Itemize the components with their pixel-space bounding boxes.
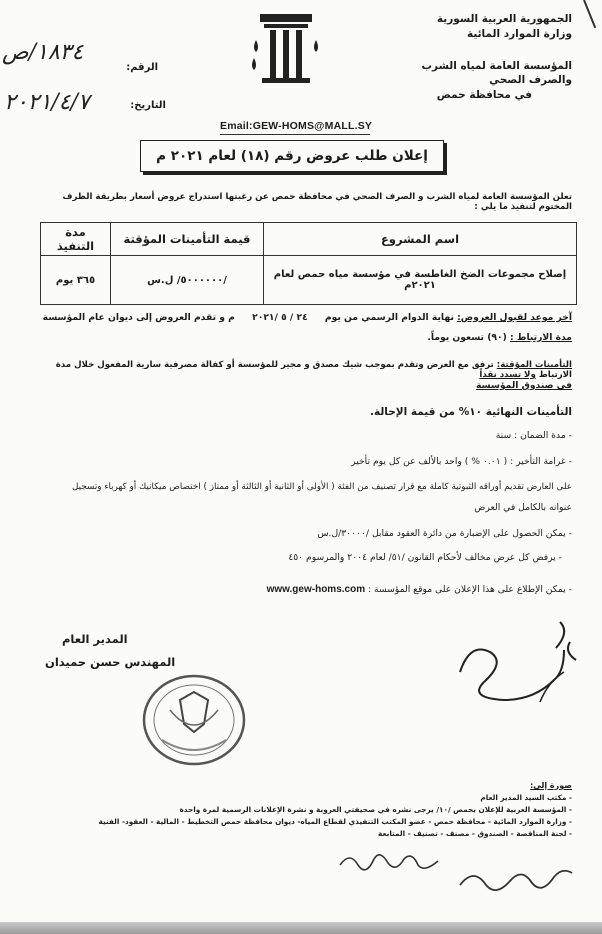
website-text: - يمكن الإطلاع على هذا الإعلان على موقع المؤسسة : xyxy=(368,584,572,595)
scan-bottom-edge xyxy=(0,922,602,934)
table-row xyxy=(41,256,577,305)
validity-text: (٩٠) تسعون يوماً. xyxy=(427,332,507,343)
number-value: ١٨٣٤/ص xyxy=(2,40,84,65)
table-header-row xyxy=(41,223,577,256)
signature-title: المدير العام xyxy=(62,632,128,646)
penalty-line: - غرامة التأخير : ( ٠.٠١ % ) واحد بالألف عن كل يوم تأخير xyxy=(22,456,572,467)
deadline-suffix: م و تقدم العروض إلى ديوان عام المؤسسة xyxy=(42,312,235,323)
header-duration: مدة التنفيذ xyxy=(41,223,111,256)
dossier-line: - يمكن الحصول على الإضبارة من دائرة العقود مقابل /٣٠٠٠٠/ل.س xyxy=(22,528,572,539)
warranty-line: - مدة الضمان : سنة xyxy=(22,430,572,441)
deadline-label: آخر موعد لقبول العروض: xyxy=(457,312,572,323)
deadline-line xyxy=(22,312,572,323)
date-value: ٢٠٢١/٤/٧ xyxy=(4,90,90,115)
deadline-text: نهاية الدوام الرسمي من يوم xyxy=(324,312,454,323)
cell-project-name: إصلاح مجموعات الضخ الغاطسة في مؤسسة مياه حمص لعام ٢٠٢١م xyxy=(264,256,577,305)
intro-paragraph: تعلن المؤسسة العامة لمياه الشرب و الصرف الصحي في محافظة حمص عن رغبتها استدراج عروض أسعار بطريقة الظرف المختوم لتنفيذ ما يلي : xyxy=(62,192,572,212)
guarantees-line2: في صندوق المؤسسة xyxy=(475,380,572,391)
institution-name: المؤسسة العامة لمياه الشرب والصرف الصحي xyxy=(421,60,572,86)
ministry-header xyxy=(397,12,572,103)
copies-line: - لجنة المناقصة - الصندوق - مصنف - تصنيف - المتابعة xyxy=(378,829,572,838)
date-label: التاريخ: xyxy=(130,100,166,111)
guarantees-line xyxy=(22,360,572,380)
projects-table xyxy=(40,222,577,305)
handwritten-signature xyxy=(440,612,590,712)
website-url[interactable]: www.gew-homs.com xyxy=(266,584,366,595)
cell-duration: ٣٦٥ يوم xyxy=(41,256,111,305)
signature-name: المهندس حسن حميدان xyxy=(45,655,176,669)
handwritten-note-right xyxy=(450,855,580,900)
corner-pen-stroke xyxy=(583,0,596,28)
website-line xyxy=(22,584,572,595)
header-project-name: اسم المشروع xyxy=(264,223,577,256)
official-seal xyxy=(140,670,248,770)
copies-section xyxy=(32,780,572,840)
country-name: الجمهورية العربية السورية xyxy=(436,13,572,25)
validity-line xyxy=(22,332,572,343)
bidder-line-2: عنوانه بالكامل في العرض xyxy=(474,502,572,513)
number-label: الرقم: xyxy=(126,62,158,73)
header-guarantee: قيمة التأمينات المؤقتة xyxy=(111,223,264,256)
copies-label: صورة إلى: xyxy=(530,781,572,790)
guarantees-label: التأمينات المؤقتة: xyxy=(496,360,572,370)
announcement-title: إعلان طلب عروض رقم (١٨) لعام ٢٠٢١ م xyxy=(140,140,444,172)
ministry-name: وزارة الموارد المائية xyxy=(466,28,572,40)
deadline-date: ٢٤ / ٥ /٢٠٢١ xyxy=(252,312,308,323)
guarantees-emphasis: ولا تسدد نقداً xyxy=(479,370,536,380)
guarantees-text: ترفق مع العرض وتقدم بموجب شيك مصدق و مجير للمؤسسة أو كفالة مصرفية سارية المفعول خلال مدة الارتباط xyxy=(55,360,572,380)
institution-city: في محافظة حمص xyxy=(436,89,532,101)
email-underline xyxy=(220,134,370,135)
validity-label: مدة الارتباط : xyxy=(510,332,572,343)
copies-line: - المؤسسة العربية للإعلان بحمص /١٠/ يرجى نشره في صحيفتي العروبة و نشرة الإعلانات الرسمية لمرة واحدة xyxy=(179,805,572,814)
copies-line: - مكتب السيد المدير العام xyxy=(480,793,572,802)
final-guarantee-line: التأمينات النهائية ١٠% من قيمة الإحالة. xyxy=(369,406,572,418)
copies-line: - وزارة الموارد المائية - محافظة حمص - عضو المكتب التنفيذي لقطاع المياه- ديوان محافظة حمص التخطيط - المالية - العقود- الفنية xyxy=(98,817,572,826)
reject-line: - يرفض كل عرض مخالف لأحكام القانون /٥١/ لعام ٢٠٠٤ والمرسوم ٤٥٠ xyxy=(12,552,562,563)
institution-logo xyxy=(250,10,322,94)
bidder-line-1: على العارض تقديم أوراقه الثبوتية كاملة مع قرار تصنيف من الفئة ( الأولى أو الثانية أو الثالثة أو ممتاز ) اختصاص ميكانيك أو كهرباء وتسجيل xyxy=(72,482,572,492)
contact-email: Email:GEW-HOMS@MALL.SY xyxy=(220,120,373,132)
handwritten-note-middle xyxy=(335,840,445,880)
cell-guarantee: /٥٠٠٠٠٠٠/ ل.س xyxy=(111,256,264,305)
